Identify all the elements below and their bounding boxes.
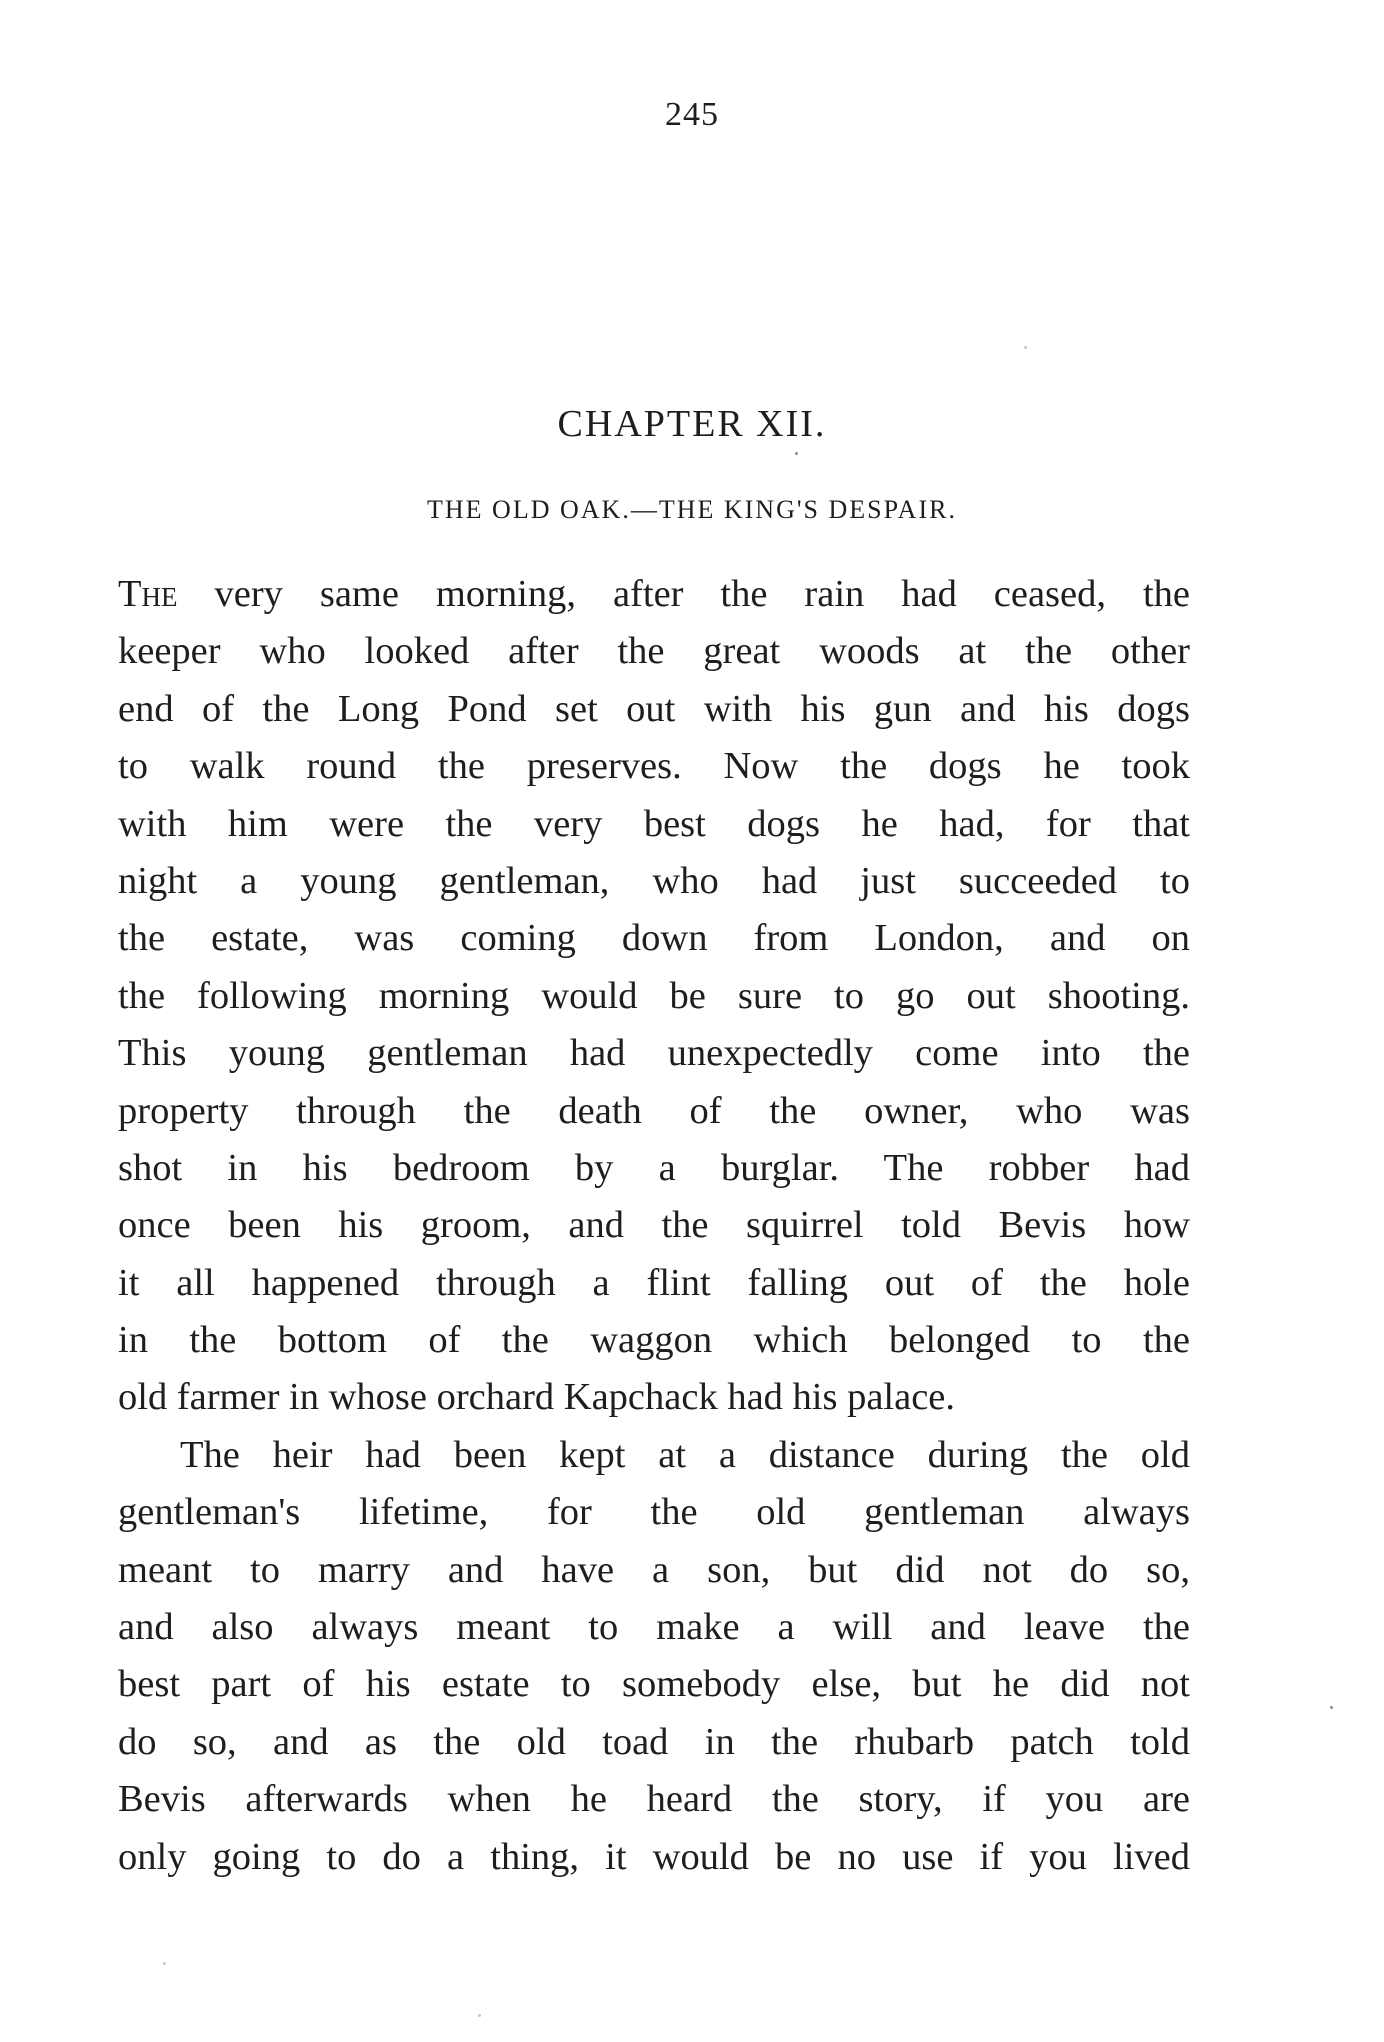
text-line: night a young gentleman, who had just succeeded to: [118, 859, 1190, 902]
body-text: [118, 566, 1190, 1886]
text-line: only going to do a thing, it would be no use if you lived: [118, 1835, 1190, 1878]
text-line: to walk round the preserves. Now the dogs he took: [118, 745, 1190, 788]
text-line: the following morning would be sure to go out shooting.: [118, 974, 1190, 1017]
text-line: best part of his estate to somebody else, but he did not: [118, 1663, 1190, 1706]
text-line: keeper who looked after the great woods at the other: [118, 630, 1190, 673]
text-line: gentleman's lifetime, for the old gentleman always: [118, 1491, 1190, 1534]
text-line: it all happened through a flint falling out of the hole: [118, 1261, 1190, 1304]
text-line: the estate, was coming down from London, and on: [118, 917, 1190, 960]
text-line-rest: very same morning, after the rain had ceased, the: [177, 573, 1190, 615]
text-line: property through the death of the owner, who was: [118, 1089, 1190, 1132]
text-line: This young gentleman had unexpectedly come into the: [118, 1032, 1190, 1075]
text-line: old farmer in whose orchard Kapchack had his palace.: [118, 1376, 956, 1419]
page-number: 245: [665, 96, 719, 133]
paragraph-2: [118, 1427, 1190, 1886]
text-line: shot in his bedroom by a burglar. The robber had: [118, 1146, 1190, 1189]
scan-speck: [1024, 346, 1027, 349]
paragraph-1: [118, 566, 1190, 1427]
text-line: meant to marry and have a son, but did not do so,: [118, 1548, 1190, 1591]
scan-speck: [478, 2014, 481, 2017]
scan-speck: [1330, 1706, 1333, 1709]
text-line: do so, and as the old toad in the rhubarb patch told: [118, 1720, 1190, 1763]
chapter-subtitle: THE OLD OAK.—THE KING'S DESPAIR.: [427, 495, 957, 524]
text-line: end of the Long Pond set out with his gun and his dogs: [118, 687, 1190, 730]
drop-word: The: [118, 573, 178, 615]
chapter-heading: CHAPTER XII.: [557, 403, 827, 445]
scan-speck: [163, 1962, 166, 1965]
text-line: once been his groom, and the squirrel told Bevis how: [118, 1204, 1190, 1247]
text-line: Bevis afterwards when he heard the story, if you are: [118, 1778, 1190, 1821]
text-line: [118, 566, 1190, 623]
text-line: with him were the very best dogs he had, for that: [118, 802, 1190, 845]
text-line: and also always meant to make a will and leave the: [118, 1606, 1190, 1649]
scan-speck: [795, 452, 798, 455]
text-line: in the bottom of the waggon which belonged to the: [118, 1319, 1190, 1362]
text-line: The heir had been kept at a distance during the old: [180, 1433, 1190, 1476]
